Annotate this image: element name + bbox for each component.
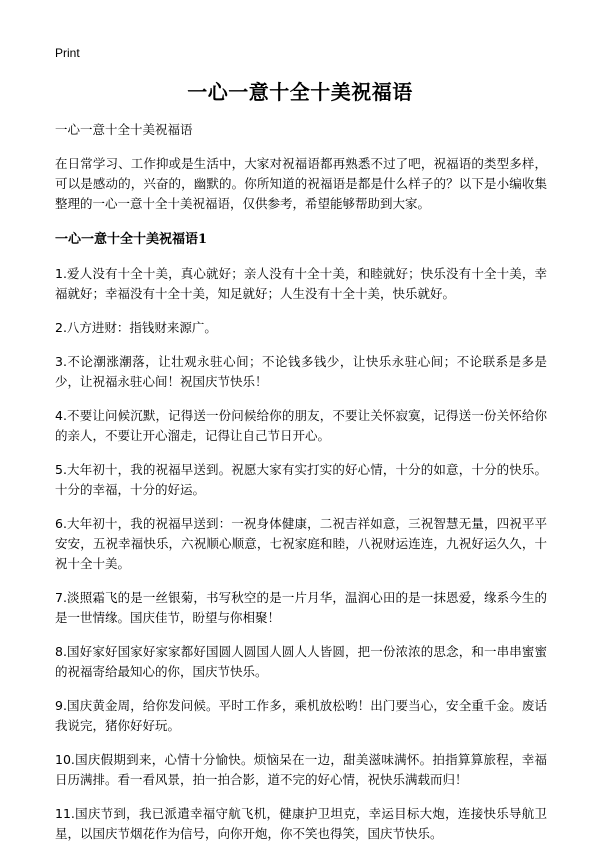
- blessing-item: 6.大年初十，我的祝福早送到：一祝身体健康，二祝吉祥如意，三祝智慧无量，四祝平平安安，五祝幸福快乐，六祝顺心顺意，七祝家庭和睦，八祝财运连连，九祝好运久久，十祝十全十美。: [55, 516, 547, 571]
- blessing-item: 7.淡照霜飞的是一丝银菊，书写秋空的是一片月华，温润心田的是一抹恩爱，缘系今生的是一世情缘。国庆佳节，盼望与你相聚！: [55, 590, 547, 625]
- blessing-item: 1.爱人没有十全十美，真心就好；亲人没有十全十美，和睦就好；快乐没有十全十美，幸福就好；幸福没有十全十美，知足就好；人生没有十全十美，快乐就好。: [55, 266, 547, 301]
- blessing-item: 5.大年初十，我的祝福早送到。祝愿大家有实打实的好心情，十分的如意，十分的快乐。十分的幸福，十分的好运。: [55, 462, 547, 497]
- blessing-item: 2.八方进财：指钱财来源广。: [55, 320, 217, 335]
- document-subtitle: 一心一意十全十美祝福语: [55, 122, 193, 137]
- intro-paragraph: 在日常学习、工作抑或是生活中，大家对祝福语都再熟悉不过了吧，祝福语的类型多样，可以是感动的，兴奋的，幽默的。你所知道的祝福语是都是什么样子的？以下是小编收集整理的一心一意十全十美祝福语，仅供参考，希望能够帮助到大家。: [55, 156, 547, 211]
- page-title: 一心一意十全十美祝福语: [187, 80, 413, 104]
- blessing-item: 9.国庆黄金周，给你发问候。平时工作多，乘机放松哟！出门要当心，安全重千金。废话我说完，猪你好好玩。: [55, 698, 547, 733]
- document-body: [55, 120, 547, 858]
- section-heading: 一心一意十全十美祝福语1: [55, 232, 208, 247]
- blessing-item: 11.国庆节到，我已派遣幸福守航飞机，健康护卫坦克，幸运目标大炮，连接快乐导航卫星，以国庆节烟花作为信号，向你开炮，你不笑也得笑，国庆节快乐。: [55, 806, 547, 841]
- blessing-item: 4.不要让问候沉默，记得送一份问候给你的朋友，不要让关怀寂寞，记得送一份关怀给你的亲人，不要让开心溜走，记得让自己节日开心。: [55, 408, 547, 443]
- print-link[interactable]: Print: [55, 46, 80, 60]
- blessing-item: 8.国好家好国家好家家都好国圆人圆国人圆人人皆圆，把一份浓浓的思念，和一串串蜜蜜的祝福寄给最知心的你，国庆节快乐。: [55, 644, 547, 679]
- blessing-item: 3.不论潮涨潮落，让壮观永驻心间；不论钱多钱少，让快乐永驻心间；不论联系是多是少，让祝福永驻心间！祝国庆节快乐！: [55, 354, 547, 389]
- blessing-item: 10.国庆假期到来，心情十分愉快。烦恼呆在一边，甜美滋味满怀。拍指算算旅程，幸福日历满排。看一看风景，拍一拍合影，道不完的好心情，祝快乐满载而归！: [55, 752, 547, 787]
